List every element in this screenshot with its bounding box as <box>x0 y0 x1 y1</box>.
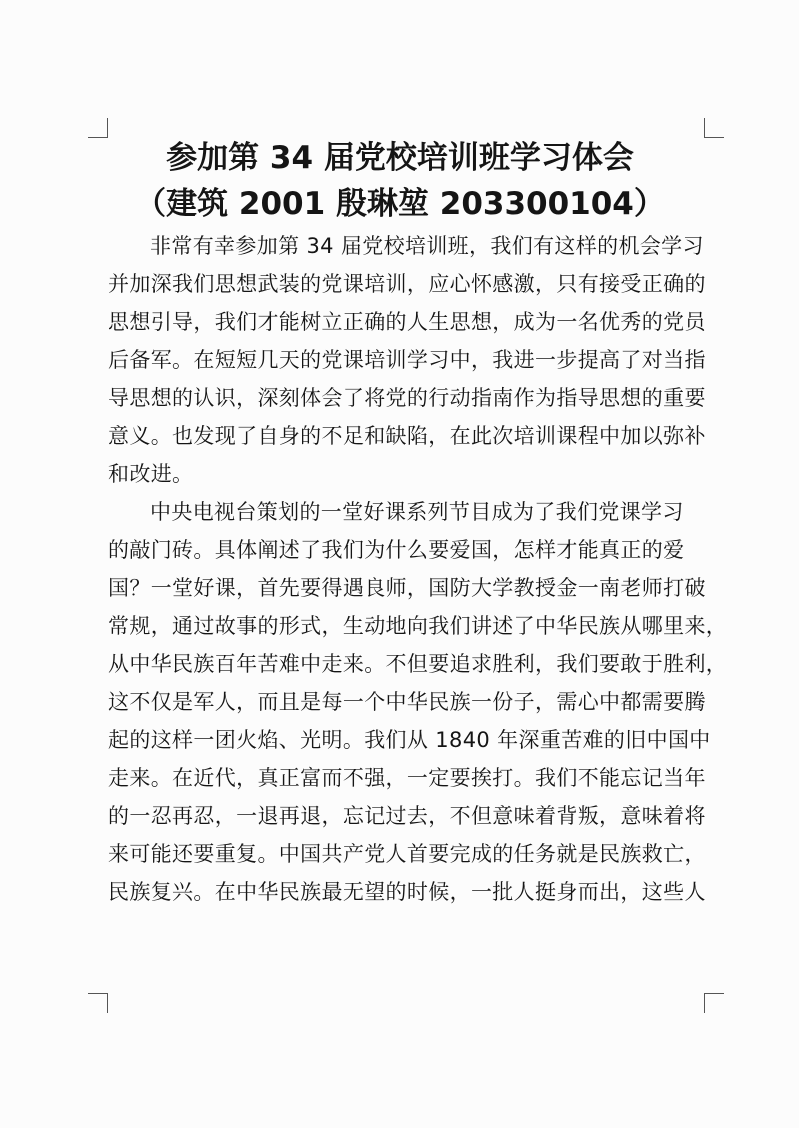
paragraph-line: 的一忍再忍，一退再退，忘记过去，不但意味着背叛，意味着将 <box>108 804 706 828</box>
document-body <box>108 227 728 911</box>
paragraph-line: 的敲门砖。具体阐述了我们为什么要爱国，怎样才能真正的爱 <box>108 538 685 562</box>
paragraph-line: 从中华民族百年苦难中走来。不但要追求胜利，我们要敢于胜利， <box>108 652 728 676</box>
paragraph-line: 国？一堂好课，首先要得遇良师，国防大学教授金一南老师打破 <box>108 576 706 600</box>
paragraph-line: 意义。也发现了自身的不足和缺陷，在此次培训课程中加以弥补 <box>108 424 706 448</box>
paragraph-line: 并加深我们思想武装的党课培训，应心怀感激，只有接受正确的 <box>108 272 706 296</box>
paragraph-line: 中央电视台策划的一堂好课系列节目成为了我们党课学习 <box>150 500 684 524</box>
paragraph-line: 走来。在近代，真正富而不强，一定要挨打。我们不能忘记当年 <box>108 766 706 790</box>
crop-mark-bottom-right <box>704 993 724 1013</box>
paragraph-line: 非常有幸参加第 34 届党校培训班，我们有这样的机会学习 <box>150 234 704 258</box>
paragraph-line: 来可能还要重复。中国共产党人首要完成的任务就是民族救亡， <box>108 842 706 866</box>
paragraph-1 <box>108 227 708 493</box>
paragraph-line: 民族复兴。在中华民族最无望的时候，一批人挺身而出，这些人 <box>108 880 706 904</box>
crop-mark-top-right <box>704 118 724 138</box>
document-title: 参加第 34 届党校培训班学习体会 <box>166 140 634 176</box>
paragraph-line: 思想引导，我们才能树立正确的人生思想，成为一名优秀的党员 <box>108 310 706 334</box>
paragraph-line: 常规，通过故事的形式，生动地向我们讲述了中华民族从哪里来， <box>108 614 728 638</box>
crop-mark-bottom-left <box>88 993 108 1013</box>
paragraph-line: 后备军。在短短几天的党课培训学习中，我进一步提高了对当指 <box>108 348 706 372</box>
paragraph-line: 导思想的认识，深刻体会了将党的行动指南作为指导思想的重要 <box>108 386 706 410</box>
paragraph-2 <box>108 493 728 911</box>
paragraph-line: 这不仅是军人，而且是每一个中华民族一份子，需心中都需要腾 <box>108 690 706 714</box>
document-subtitle: （建筑 2001 殷琳堃 203300104） <box>135 186 665 222</box>
paragraph-line: 和改进。 <box>108 462 194 486</box>
paragraph-line: 起的这样一团火焰、光明。我们从 1840 年深重苦难的旧中国中 <box>108 728 711 752</box>
